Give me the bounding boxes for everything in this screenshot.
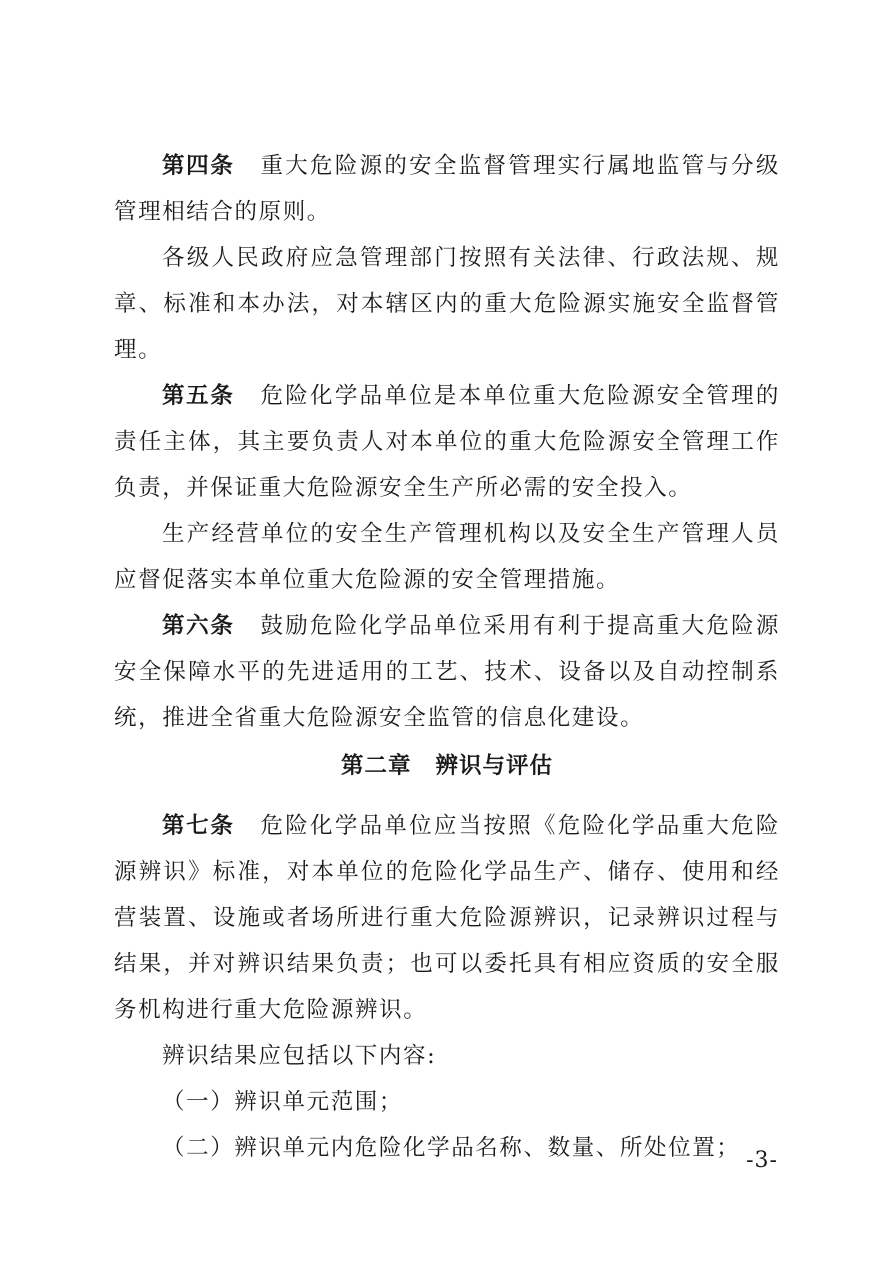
article-7-text: 危险化学品单位应当按照《危险化学品重大危险源辨识》标准，对本单位的危险化学品生产、储存、使用和经营装置、设施或者场所进行重大危险源辨识，记录辨识过程与结果，并对辨识结果负责；也可以委托具有相应资质的安全服务机构进行重大危险源辨识。 <box>114 813 780 1023</box>
article-5-text: 危险化学品单位是本单位重大危险源安全管理的责任主体，其主要负责人对本单位的重大危险源安全管理工作负责，并保证重大危险源安全生产所必需的安全投入。 <box>114 383 780 501</box>
page-number: -3- <box>746 1148 778 1173</box>
chapter-number: 第二章 <box>340 753 412 779</box>
article-6-paragraph <box>114 603 780 741</box>
article-5-paragraph <box>114 373 780 511</box>
article-6-text: 鼓励危险化学品单位采用有利于提高重大危险源安全保障水平的先进适用的工艺、技术、设备以及自动控制系统，推进全省重大危险源安全监管的信息化建设。 <box>114 613 780 731</box>
article-4-paragraph-2: 各级人民政府应急管理部门按照有关法律、行政法规、规章、标准和本办法，对本辖区内的重大危险源实施安全监督管理。 <box>114 245 780 363</box>
article-5-label: 第五条 <box>162 383 235 409</box>
list-item: （二）辨识单元内危险化学品名称、数量、所处位置； <box>162 1135 741 1161</box>
article-5-paragraph-2: 生产经营单位的安全生产管理机构以及安全生产管理人员应督促落实本单位重大危险源的安全管理措施。 <box>114 521 780 593</box>
article-7-paragraph-2: 辨识结果应包括以下内容: <box>162 1043 437 1069</box>
page-body <box>114 143 780 1171</box>
article-7-paragraph <box>114 803 780 1033</box>
article-7-label: 第七条 <box>162 813 235 839</box>
article-4-paragraph <box>114 143 780 235</box>
article-4-text: 重大危险源的安全监督管理实行属地监管与分级管理相结合的原则。 <box>114 153 780 225</box>
chapter-heading <box>114 743 780 789</box>
article-6-label: 第六条 <box>162 613 235 639</box>
list-item: （一）辨识单元范围； <box>162 1089 404 1115</box>
chapter-title: 辨识与评估 <box>435 753 554 779</box>
article-4-label: 第四条 <box>162 153 235 179</box>
